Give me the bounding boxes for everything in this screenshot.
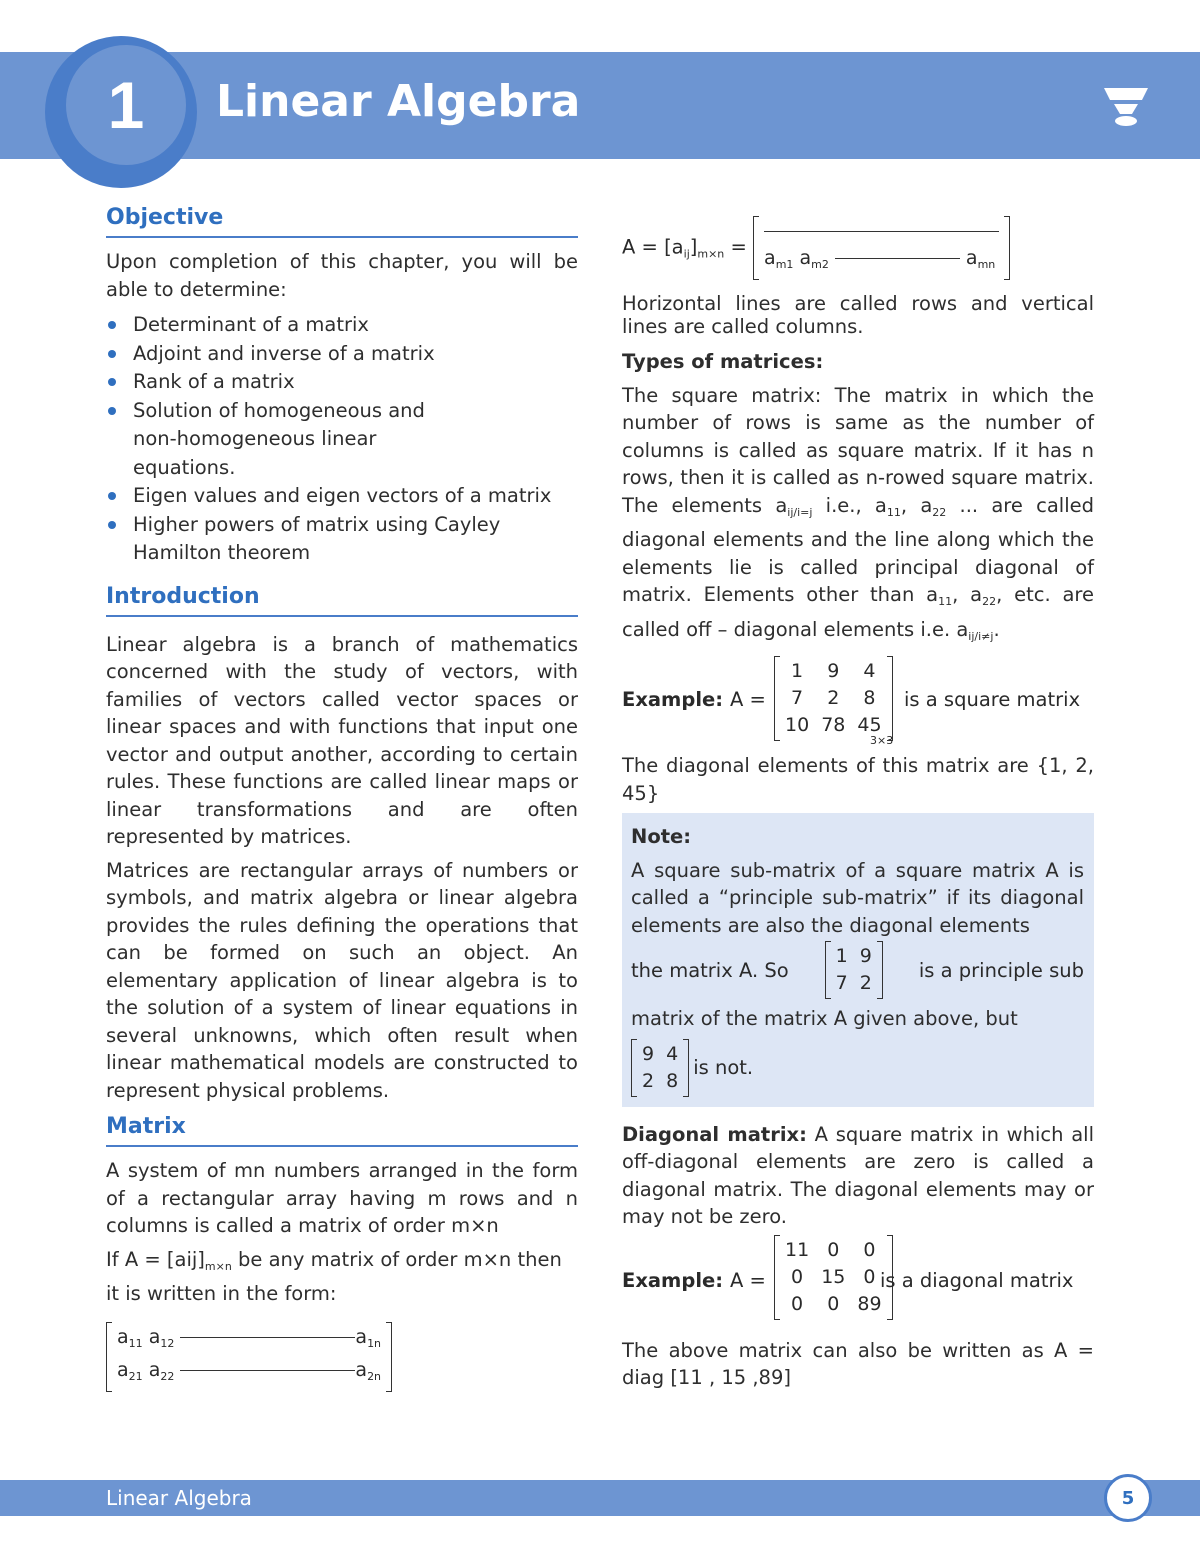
matrix-form-text: be any matrix of order m×n then it is written in the form:	[106, 1247, 562, 1305]
objective-rule	[106, 236, 578, 238]
example-order: 3×3	[870, 734, 894, 747]
diagonal-example	[622, 1235, 1094, 1329]
example2-desc: is a diagonal matrix	[880, 1268, 1074, 1292]
introduction-para-1: Linear algebra is a branch of mathematics concerned with the study of vectors, with families of vectors called vector spaces or linear spaces and with functions that input one vector and output another, according to certain rules. These functions are called linear maps or linear transformations and are often represented by matrices.	[106, 632, 578, 848]
note-line-2	[631, 941, 1084, 999]
objective-item: Determinant of a matrix	[106, 311, 578, 340]
principle-sub-matrix: 1 9 7 2	[825, 941, 883, 999]
note-text-1: A square sub-matrix of a square matrix A is called a “principle sub-matrix” if its diagonal elements are also the diagonal elements	[631, 858, 1084, 937]
objective-item: Solution of homogeneous and non-homogeneous linear equations.	[106, 397, 473, 483]
general-matrix-row: $a_{21}$ $a_{22}$ $a_{2n}$	[117, 1358, 382, 1383]
page-number-badge	[1104, 1474, 1152, 1522]
diagonal-matrix-text	[622, 1121, 1094, 1231]
diagonal-example-matrix: 11 0 0 0 15 0 0 0 89	[774, 1235, 893, 1320]
non-principle-matrix: 9 4 2 8	[631, 1039, 689, 1097]
matrix-definition: A system of mn numbers arranged in the form of a rectangular array having m rows and n columns is called a matrix of order m×n	[106, 1159, 578, 1237]
example-desc: is a square matrix	[904, 688, 1081, 711]
objective-item: Adjoint and inverse of a matrix	[106, 340, 578, 369]
notation-sub: ij	[683, 247, 690, 261]
notation-matrix: $a_{m1}$ $a_{m2}$ $a_{mn}$	[753, 216, 1010, 280]
general-matrix	[106, 1322, 392, 1392]
chapter-number: 1	[107, 68, 145, 142]
square-example-matrix: 1 9 4 7 2 8 10 78 45	[774, 656, 893, 741]
brand-logo-icon	[1102, 86, 1150, 128]
objective-intro: Upon completion of this chapter, you will be able to determine:	[106, 250, 578, 301]
objective-item: Eigen values and eigen vectors of a matrix	[106, 482, 578, 511]
right-column	[622, 216, 1094, 1392]
rows-columns-text: Horizontal lines are called rows and vertical lines are called columns.	[622, 292, 1094, 338]
note-line-4	[631, 1039, 1084, 1097]
note-text-2-post: is a principle sub	[918, 958, 1084, 982]
footer-title: Linear Algebra	[106, 1486, 252, 1510]
example2-label: Example:	[622, 1268, 724, 1292]
introduction-rule	[106, 615, 578, 617]
diagonal-definition: A square matrix in which all off-diagonal elements are zero is called a diagonal matrix. The diagonal elements may or may not be zero.	[622, 1122, 1094, 1228]
diagonal-label: Diagonal matrix:	[622, 1122, 807, 1146]
matrix-form-intro	[106, 1246, 578, 1308]
objective-list	[106, 311, 578, 568]
note-text-2-pre: the matrix A. So	[631, 958, 789, 982]
diagonal-elements-text: The diagonal elements of this matrix are {1, 2, 45}	[622, 754, 1094, 805]
chapter-title: Linear Algebra	[216, 76, 581, 127]
notation-order: m×n	[697, 247, 725, 261]
note-text-3: matrix of the matrix A given above, but	[631, 1007, 1018, 1030]
example-label: Example:	[622, 688, 724, 711]
example2-lhs: A =	[730, 1268, 766, 1292]
example-lhs: A =	[730, 688, 766, 711]
matrix-heading: Matrix	[106, 1114, 186, 1139]
chapter-number-badge	[66, 45, 186, 165]
general-matrix-row: $a_{11}$ $a_{12}$ $a_{1n}$	[117, 1325, 382, 1350]
matrix-form-order: m×n	[204, 1259, 232, 1273]
notation-lhs: A = [a	[622, 235, 684, 259]
note-text-4: is not.	[693, 1056, 754, 1079]
page-number: 5	[1121, 1487, 1135, 1509]
objective-heading: Objective	[106, 205, 224, 230]
introduction-para-2: Matrices are rectangular arrays of numbers or symbols, and matrix algebra or linear algebra provides the rules defining the operations that can be formed on such an object. An elementary application of linear algebra is to the solution of a system of linear equations in several unknowns, which often result when linear mathematical models are constructed to represent physical problems.	[106, 858, 578, 1102]
matrix-notation: $A = [a_{ij}]_{m\times n}$ = $a_{m1}$ $a_{m2}$ $a_{mn}$	[622, 216, 1094, 280]
introduction-heading: Introduction	[106, 583, 260, 609]
diag-written-text: The above matrix can also be written as A = diag [11 , 15 ,89]	[622, 1338, 1094, 1389]
objective-item: Higher powers of matrix using Cayley Hamilton theorem	[106, 511, 533, 568]
matrix-form-lhs: If A = [aij]	[106, 1247, 205, 1271]
notation-equals: =	[724, 235, 754, 259]
note-box	[622, 813, 1094, 1107]
left-column	[106, 205, 578, 1392]
square-example	[622, 656, 1094, 746]
note-heading: Note:	[631, 825, 692, 848]
objective-item: Rank of a matrix	[106, 368, 578, 397]
types-heading: Types of matrices:	[622, 350, 824, 373]
square-matrix-text: The square matrix: The matrix in which the number of rows is same as the number of columns is called as square matrix. If it has n rows, then it is called as n-rowed square matrix. The elements $a_{ij/i=j}$ i.e., $a_{11}$, $a_{22}$ ... are called diagonal elements and the line along which the elements lie is called principal diagonal of matrix. Elements other than $a_{11}$, $a_{22}$, etc. are called off – diagonal elements i.e. $a_{ij/i\ne j}$.	[622, 383, 1094, 643]
matrix-rule	[106, 1145, 578, 1147]
